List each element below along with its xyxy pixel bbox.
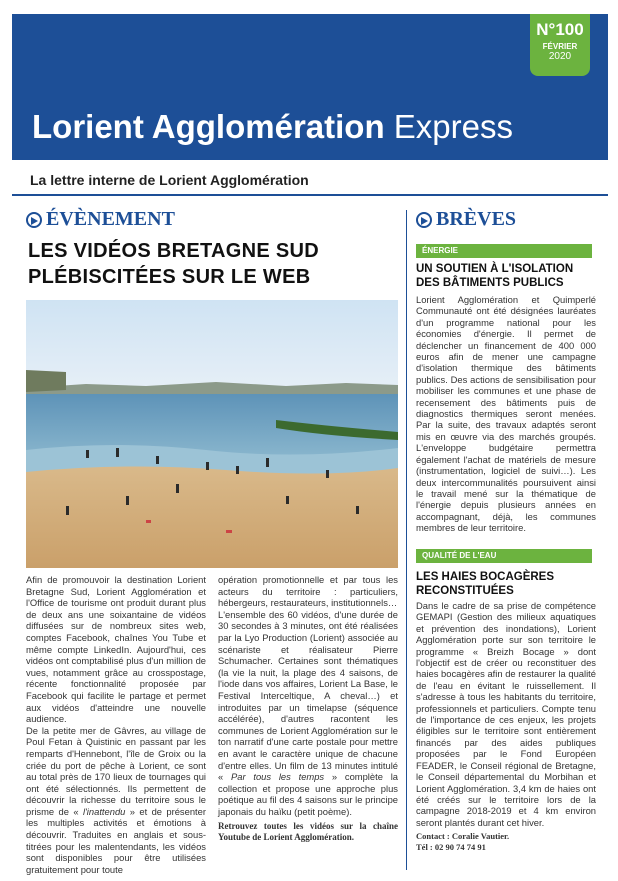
issue-badge xyxy=(530,14,590,76)
paragraph-4-italic: Par tous les temps xyxy=(230,771,325,783)
column-divider xyxy=(406,210,407,870)
paragraph-2-end: » et de présenter les multiples activités et émotions à découvrir. Traduites en anglais et sous-titrées pour les malentendants, les vidéos sont disponibles pour être utilisées gratuitement pour toute xyxy=(26,805,206,875)
paragraph-2-italic: l'inattendu xyxy=(82,805,126,817)
contact-name: Contact : Coralie Vautier. xyxy=(416,831,510,842)
beach-photo xyxy=(26,300,398,568)
paragraph-2-start: De la petite mer de Gâvres, au village de Poul Fetan à Quistinic en passant par les remparts d'Hennebont, l'île de Groix ou la criée du port de pêche à Lorient, ce sont au total près de 170 lieux de tournages qui ont été sélectionnés. Ils permettent de découvrir la richesse du territoire sous le prisme de « xyxy=(26,724,206,817)
headline-line-1: LES VIDÉOS BRETAGNE SUD xyxy=(28,240,320,262)
event-section-heading xyxy=(26,208,175,231)
article-column-2 xyxy=(218,574,398,843)
masthead xyxy=(12,14,608,160)
article-column-1 xyxy=(26,574,206,875)
brief-1-title: UN SOUTIEN À L'ISOLATION DES BÂTIMENTS PUBLICS xyxy=(416,263,574,289)
brief-2-text: Dans le cadre de sa prise de compétence GEMAPI (Gestion des milieux aquatiques et prévention des inondations), Lorient Agglomération porte sur son territoire le programme « Breizh Bocage » dont l'objectif est de créer ou reconstituer des haies bocagères afin de restaurer la qualité de l'eau en évitant le ruissellement. Il s'adresse à tous les habitants du territoire, professionnels et particuliers. Compte tenu de l'importance de ces enjeux, les projets éligibles sur le territoire sont entièrement financés par des aides publiques proposées par le Fond Européen FEADER, le Conseil régional de Bretagne, le Conseil départemental du Morbihan et Lorient Agglomération. 3,4 km de haies ont été créés sur le territoire lors de la campagne 2018-2019 et 4 km environ seront plantés durant cet hiver. xyxy=(416,600,596,828)
arrow-circle-icon xyxy=(416,212,432,228)
paragraph-4-end: » complète la collection et propose une approche plus poétique au fil des 4 saisons sur le principe japonais du haïku (petit poème). xyxy=(218,771,398,817)
brief-1-body: Lorient Agglomération et Quimperlé Communauté ont été désignées lauréates d'un programme national pour les économies d'énergie. Il permet de déclencher un financement de 400 000 euros afin de mener une campagne d'isolation thermique des bâtiments publics. Des actions de sensibilisation pour mobiliser les communes et une phase de recensement des bâtiments puis de diagnostics thermiques seront menées. Par la suite, des travaux adaptés seront mis en œuvre via des marchés groupés. L'enveloppe budgétaire permettra également l'achat de matériels de mesure (instrumentation, logiciel de suivi…). Les deux intercommunalités poursuivent ainsi le travail mené sur la thématique de l'énergie depuis plusieurs années en accompagnant, déjà, les communes membres de leur territoire. xyxy=(416,294,596,534)
event-heading-label: ÉVÈNEMENT xyxy=(46,208,175,230)
brief-2-tag: QUALITÉ DE L'EAU xyxy=(416,549,592,563)
youtube-caption: Retrouvez toutes les vidéos sur la chaîne Youtube de Lorient Agglomération. xyxy=(218,821,398,843)
headline-line-2: PLÉBISCITÉES SUR LE WEB xyxy=(28,266,311,288)
issue-month: FÉVRIER xyxy=(542,42,578,51)
issue-year: 2020 xyxy=(548,51,572,62)
publication-title xyxy=(32,108,513,146)
arrow-circle-icon xyxy=(26,212,42,228)
briefs-heading-label: BRÈVES xyxy=(436,208,517,230)
paragraph-4-start: L'ensemble des 60 vidéos, d'une durée de 30 secondes à 3 minutes, ont été réalisées par la Lyo Production (Lorient) associée au scénariste et réalisateur Pierre Schumacher. Certaines sont thématiques (la vie la nuit, la plage des 4 saisons, de l'iode dans vos affaires, Lorient La Base, le Festival Interceltique, A cheval…) et introduites par un timelapse (séquence accélérée), d'autres racontent les communes de Lorient Agglomération sur le ton narratif d'une carte postale pour mettre en avant le caractère unique de chacune d'entre elles. Un film de 13 minutes intitulé « xyxy=(218,608,398,783)
beach-illustration xyxy=(26,300,398,568)
article-paragraph-3: opération promotionnelle et par tous les acteurs du territoire : particuliers, hébergeurs, restaurateurs, institutionnels… xyxy=(218,574,398,609)
subtitle-bar: La lettre interne de Lorient Agglomération xyxy=(12,168,608,196)
article-paragraph-1: Afin de promouvoir la destination Lorient Bretagne Sud, Lorient Agglomération et l'Office de tourisme ont produit durant plus de deux ans une soixantaine de vidéos diffusées sur de nombreux sites web, comptes Facebook, chaînes You Tube et même compte LinkedIn. Aujourd'hui, ces vidéos ont comptabilisé plus d'un million de vues, notamment grâce au crosspostage, récente fonctionnalité proposée par Facebook qui facilite le partage et permet aux vidéos d'atteindre une nouvelle audience. xyxy=(26,574,206,725)
brief-2-contact xyxy=(416,831,596,853)
contact-phone: Tél : 02 90 74 74 91 xyxy=(416,842,486,853)
article-paragraph-4 xyxy=(218,609,398,818)
briefs-section-heading xyxy=(416,208,516,231)
article-paragraph-2 xyxy=(26,725,206,876)
title-bold: Lorient Agglomération xyxy=(32,108,385,145)
brief-1-tag: ÉNERGIE xyxy=(416,244,592,258)
article-headline xyxy=(28,238,398,290)
brief-2-body xyxy=(416,600,596,853)
title-light: Express xyxy=(384,108,513,145)
issue-number: N°100 xyxy=(536,20,584,39)
brief-2-title: LES HAIES BOCAGÈRES RECONSTITUÉES xyxy=(416,571,555,597)
